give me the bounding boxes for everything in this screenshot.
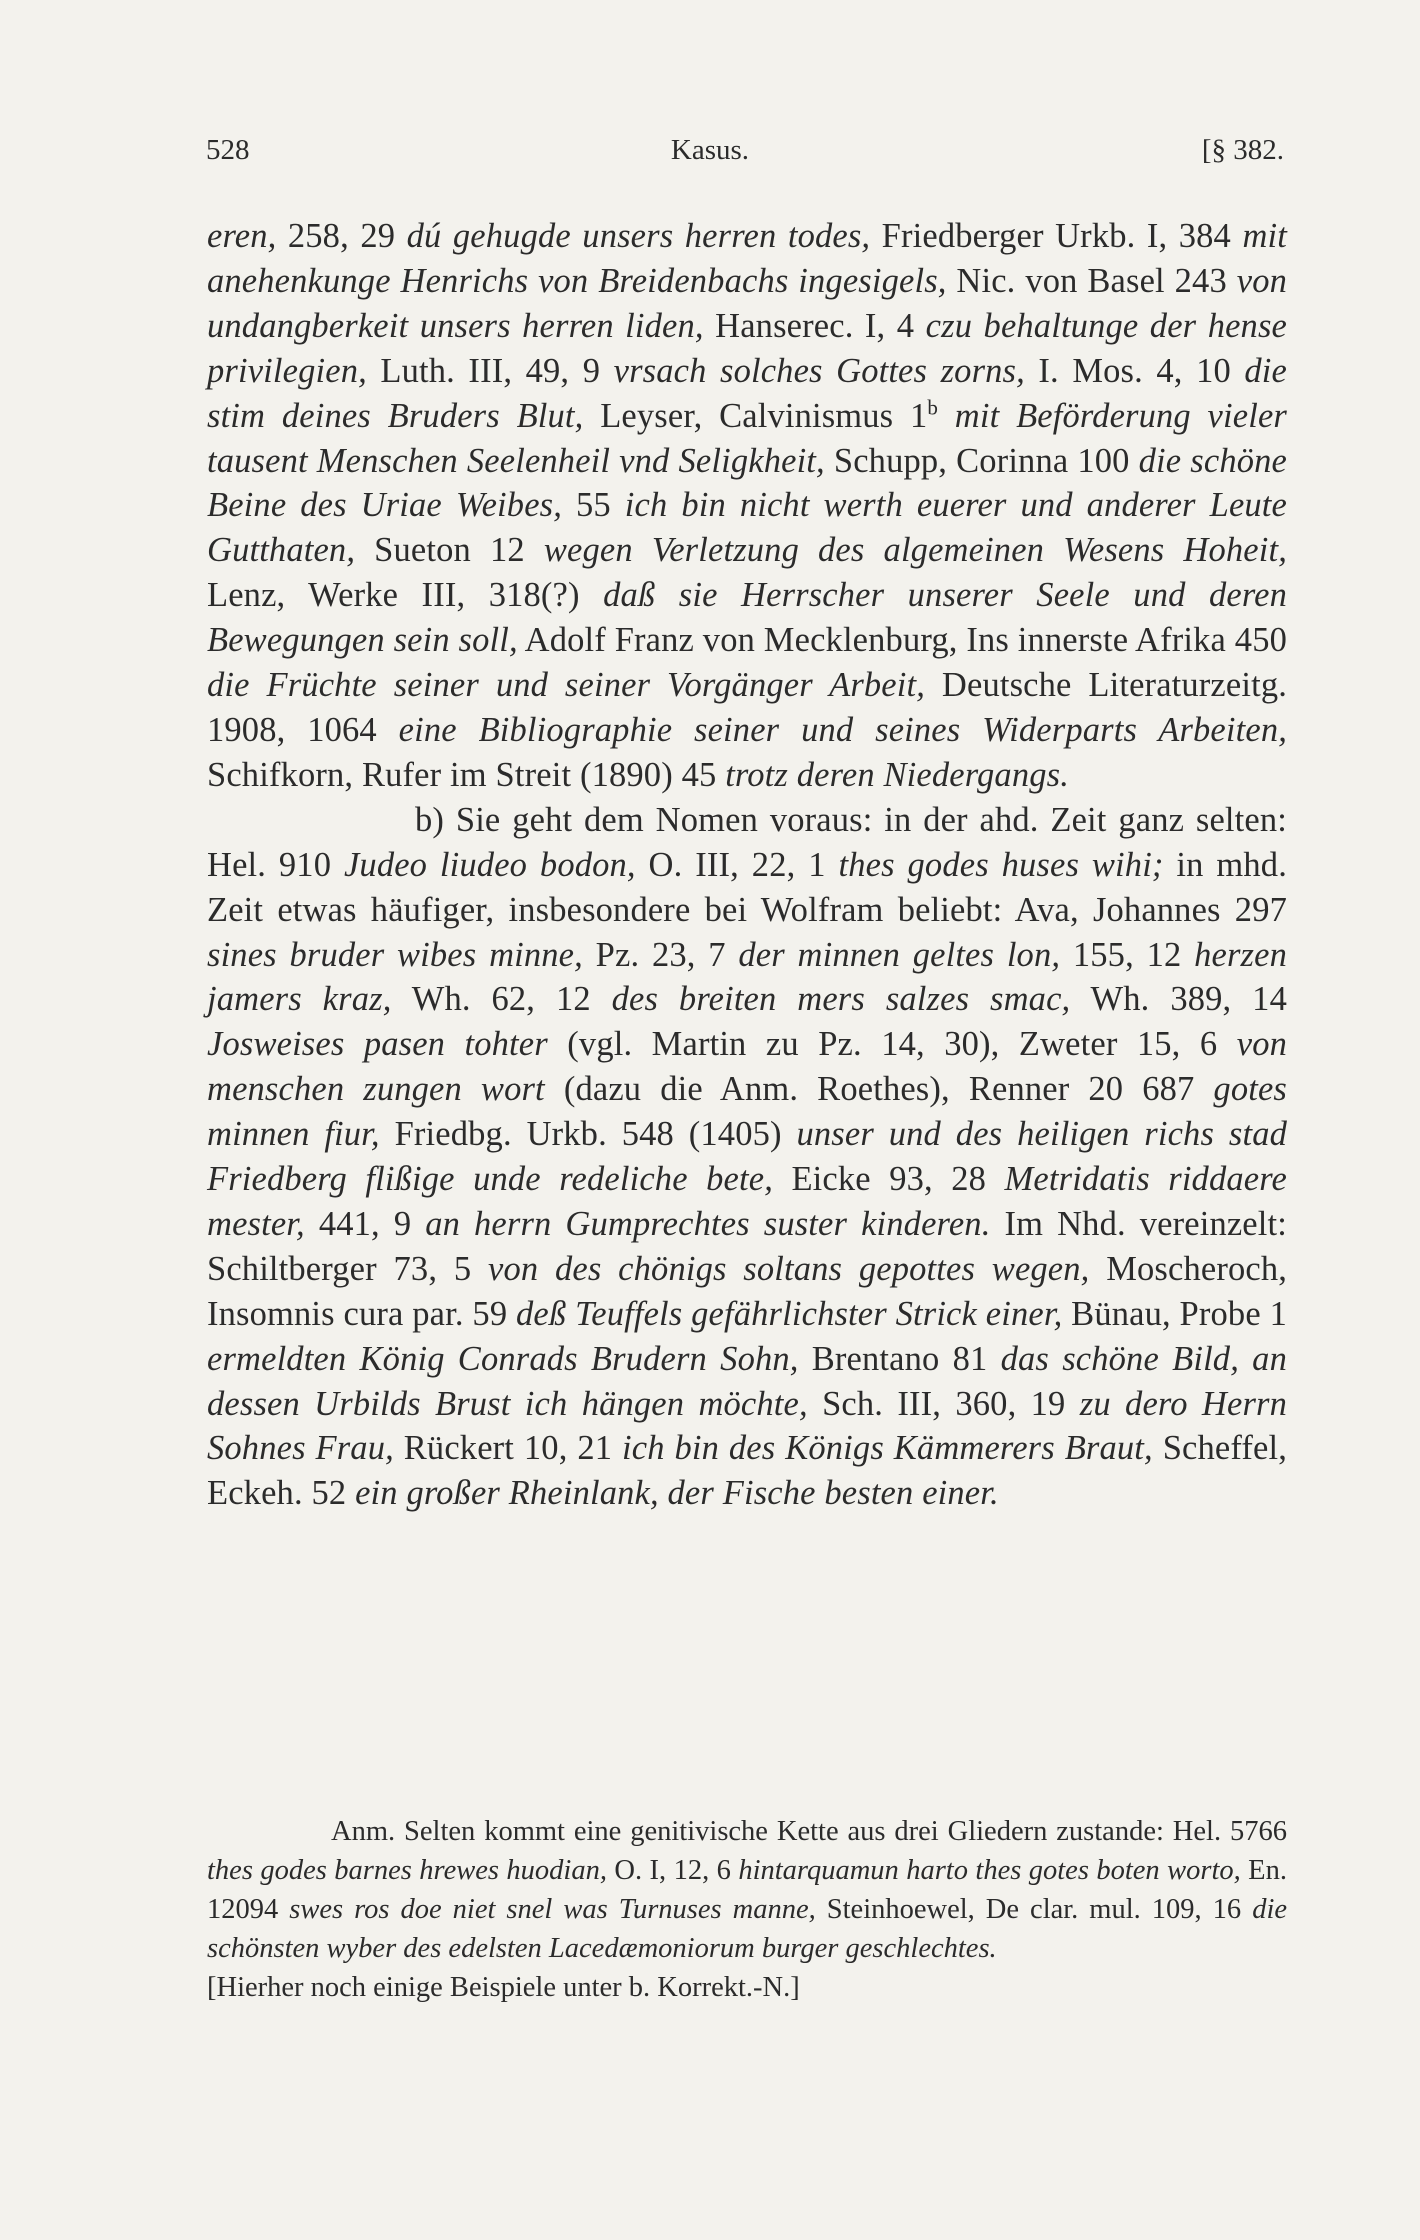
text-run: Luth. III, 49, 9 <box>366 351 614 390</box>
text-run: Schifkorn, Rufer im Streit (1890) 45 <box>207 755 726 794</box>
italic-citation: gotes minnen fiur, <box>207 1070 1287 1154</box>
text-run: O. III, 22, 1 <box>635 845 839 884</box>
italic-citation: thes godes barnes hrewes huodian, <box>207 1855 607 1886</box>
paragraph-a <box>207 214 1287 798</box>
italic-citation: ich bin des Königs Kämmerers Braut, <box>622 1429 1153 1468</box>
text-run: 155, 12 <box>1060 935 1195 974</box>
italic-citation: vrsach solches Gottes zorns, <box>613 351 1025 390</box>
italic-citation: von des chönigs soltans gepottes wegen, <box>488 1249 1090 1288</box>
paragraph-b <box>207 798 1287 1517</box>
italic-citation: hintarquamun harto thes gotes boten worto, <box>738 1855 1241 1886</box>
text-run: (dazu die Anm. Roethes), Renner 20 687 <box>544 1070 1214 1109</box>
text-run: Lenz, Werke III, 318(?) <box>207 576 604 615</box>
text-run: Eicke 93, 28 <box>772 1160 1005 1199</box>
text-run: b) Sie geht dem Nomen voraus: in der ahd. Zeit ganz selten: Hel. 910 <box>207 800 1287 884</box>
italic-citation: Judeo liudeo bodon, <box>343 845 636 884</box>
italic-citation: zu dero Herrn Sohnes Frau, <box>207 1384 1287 1468</box>
italic-citation: unser und des heiligen richs stad Friedberg flißige unde redeliche bete, <box>207 1115 1287 1199</box>
text-run: Leyser, Calvinismus 1 <box>583 396 928 435</box>
footnote <box>207 1812 1287 2007</box>
text-run: Sueton 12 <box>355 531 544 570</box>
text-run: Adolf Franz von Mecklenburg, Ins innerste Afrika 450 <box>517 621 1287 660</box>
italic-citation: an herrn Gumprechtes suster kinderen. <box>425 1204 991 1243</box>
text-run: [Hierher noch einige Beispiele unter b. Korrekt.-N.] <box>207 1972 800 2003</box>
italic-citation: von undangberkeit unsers herren liden, <box>207 261 1287 345</box>
text-run: Scheffel, Eckeh. 52 <box>207 1429 1287 1513</box>
text-run: Anm. Selten kommt eine genitivische Kette aus drei Gliedern zustande: Hel. 5766 <box>331 1816 1287 1847</box>
italic-citation: Josweises pasen tohter <box>207 1025 548 1064</box>
text-run: Nic. von Basel 243 <box>946 261 1237 300</box>
italic-citation: des breiten mers salzes smac, <box>611 980 1071 1019</box>
text-run: I. Mos. 4, 10 <box>1024 351 1245 390</box>
text-run: Moscheroch, Insomnis cura par. 59 <box>207 1249 1287 1333</box>
text-run: 441, 9 <box>304 1204 426 1243</box>
running-title: Kasus. <box>670 134 750 166</box>
text-run: Hanserec. I, 4 <box>703 306 926 345</box>
italic-citation: Metridatis riddaere mester, <box>207 1160 1287 1243</box>
italic-citation: thes godes huses wihi; <box>838 845 1164 884</box>
italic-citation: deß Teuffels gefährlichster Strick einer, <box>516 1294 1063 1333</box>
text-run: 258, 29 <box>276 217 407 255</box>
italic-citation: czu behaltunge der hense privilegien, <box>207 306 1287 390</box>
italic-citation: die stim deines Bruders Blut, <box>207 351 1288 435</box>
text-run: Steinhoewel, De clar. mul. 109, 16 <box>815 1894 1253 1925</box>
text-run <box>938 397 955 435</box>
italic-citation: die Früchte seiner und seiner Vorgänger Arbeit, <box>207 666 925 705</box>
main-text <box>207 214 1287 1516</box>
text-run: O. I, 12, 6 <box>606 1855 739 1886</box>
italic-citation: ein großer Rheinlank, der Fische besten einer. <box>355 1474 999 1513</box>
italic-citation: die schöne Beine des Uriae Weibes, <box>207 441 1287 525</box>
italic-citation: die schönsten wyber des edelsten Lacedæmoniorum burger geschlechtes. <box>207 1894 1288 1964</box>
text-run: Friedberger Urkb. I, 384 <box>870 217 1243 255</box>
text-run: Im Nhd. vereinzelt: Schiltberger 73, 5 <box>207 1204 1287 1288</box>
text-run: Bünau, Probe 1 <box>1062 1294 1287 1333</box>
italic-citation: trotz deren Niedergangs. <box>725 755 1069 794</box>
text-run: Wh. 62, 12 <box>391 980 612 1019</box>
text-run: Schupp, Corinna 100 <box>824 441 1139 480</box>
section-marker: [§ 382. <box>1201 134 1284 166</box>
italic-citation: das schöne Bild, an dessen Urbilds Brust ich hängen möchte, <box>207 1339 1287 1423</box>
text-run: (vgl. Martin zu Pz. 14, 30), Zweter 15, 6 <box>547 1025 1237 1064</box>
italic-citation: von menschen zungen wort <box>207 1025 1287 1109</box>
italic-citation: eine Bibliographie seiner und seines Widerparts Arbeiten, <box>398 710 1288 749</box>
text-run: 55 <box>562 486 625 525</box>
italic-citation: daß sie Herrscher unserer Seele und deren Bewegungen sein soll, <box>207 576 1287 660</box>
text-run: Deutsche Literaturzeitg. 1908, 1064 <box>207 666 1287 749</box>
text-run: En. 12094 <box>207 1855 1287 1925</box>
italic-citation: mit anehenkunge Henrichs von Breidenbachs ingesigels, <box>207 217 1287 300</box>
italic-citation: ermeldten König Conrads Brudern Sohn, <box>207 1339 799 1378</box>
page-number: 528 <box>206 134 250 166</box>
italic-citation: wegen Verletzung des algemeinen Wesens Hoheit, <box>543 531 1287 570</box>
italic-citation: sines bruder wibes minne, <box>207 935 583 974</box>
note-correction <box>207 1968 1287 2007</box>
italic-citation: eren, <box>207 217 277 255</box>
italic-citation: dú gehugde unsers herren todes, <box>406 217 871 255</box>
superscript: b <box>927 395 939 420</box>
italic-citation: mit Beförderung vieler tausent Menschen Seelenheil vnd Seligkheit, <box>207 396 1287 480</box>
text-run: in mhd. Zeit etwas häufiger, insbesondere bei Wolfram beliebt: Ava, Johannes 297 <box>207 845 1287 929</box>
text-run: Pz. 23, 7 <box>582 935 739 974</box>
italic-citation: swes ros doe niet snel was Turnuses manne, <box>289 1894 816 1925</box>
italic-citation: ich bin nicht werth euerer und anderer Leute Gutthaten, <box>207 486 1288 570</box>
text-run: Brentano 81 <box>798 1339 1001 1378</box>
text-run: Friedbg. Urkb. 548 (1405) <box>379 1115 797 1154</box>
text-run: Wh. 389, 14 <box>1070 980 1287 1019</box>
italic-citation: herzen jamers kraz, <box>207 935 1287 1019</box>
text-run: Sch. III, 360, 19 <box>807 1384 1080 1423</box>
text-run: Rückert 10, 21 <box>393 1429 623 1468</box>
note-paragraph <box>207 1812 1287 1968</box>
italic-citation: der minnen geltes lon, <box>738 935 1061 974</box>
